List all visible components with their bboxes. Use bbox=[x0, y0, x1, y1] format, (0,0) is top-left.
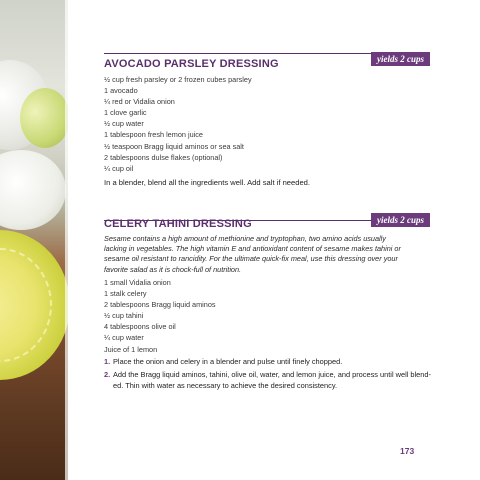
instruction-steps bbox=[104, 356, 434, 393]
step-number: 1. bbox=[104, 357, 111, 366]
ingredient-item: ½ teaspoon Bragg liquid aminos or sea salt bbox=[104, 141, 244, 151]
ingredient-item: ¼ cup water bbox=[104, 333, 144, 343]
yields-badge: yields 2 cups bbox=[371, 213, 430, 227]
photo-edge bbox=[65, 0, 68, 480]
green-vegetable-image bbox=[20, 88, 68, 148]
step-text: Place the onion and celery in a blender and pulse until finely chopped. bbox=[113, 357, 343, 366]
ingredient-item: 1 avocado bbox=[104, 86, 138, 96]
yields-badge: yields 2 cups bbox=[371, 52, 430, 66]
ingredient-item: ¼ red or Vidalia onion bbox=[104, 97, 175, 107]
recipe-intro: Sesame contains a high amount of methionine and tryptophan, two amino acids usually lacking in vegetables. The high vitamin E and antioxidant content of sesame makes tahini or sesame oil resistant to rancidity. For the ultimate quick-fix meal, use this dressing over your favorite salad as it is chock-full of nutrition. bbox=[104, 234, 401, 274]
recipe-instruction: In a blender, blend all the ingredients well. Add salt if needed. bbox=[104, 178, 311, 187]
ingredient-item: 2 tablespoons Bragg liquid aminos bbox=[104, 300, 216, 310]
mozzarella-ball-image-2 bbox=[0, 150, 66, 230]
ingredient-item: 4 tablespoons olive oil bbox=[104, 322, 176, 332]
step-number: 2. bbox=[104, 370, 111, 379]
ingredient-list bbox=[104, 277, 216, 355]
lime-slice-image bbox=[0, 230, 68, 380]
ingredient-item: 1 clove garlic bbox=[104, 108, 147, 118]
ingredient-item: 1 tablespoon fresh lemon juice bbox=[104, 130, 203, 140]
ingredient-item: 1 small Vidalia onion bbox=[104, 278, 171, 287]
recipe-title: AVOCADO PARSLEY DRESSING bbox=[104, 58, 279, 70]
ingredient-item: 1 stalk celery bbox=[104, 289, 147, 299]
recipe-title: CELERY TAHINI DRESSING bbox=[104, 218, 252, 230]
ingredient-item: ½ cup water bbox=[104, 119, 144, 129]
page-number: 173 bbox=[400, 446, 415, 456]
ingredient-item: Juice of 1 lemon bbox=[104, 344, 158, 354]
ingredient-item: ¼ cup oil bbox=[104, 163, 134, 173]
ingredient-item: 2 tablespoons dulse flakes (optional) bbox=[104, 152, 223, 162]
ingredient-item: ½ cup tahini bbox=[104, 311, 144, 321]
instruction-step bbox=[104, 356, 434, 367]
decorative-food-photo bbox=[0, 0, 68, 480]
instruction-step bbox=[104, 369, 434, 391]
step-text: Add the Bragg liquid aminos, tahini, olive oil, water, and lemon juice, and process until well blend-ed. Thin with water as necessary to achieve the desired consistency. bbox=[113, 370, 431, 390]
ingredient-item: ½ cup fresh parsley or 2 frozen cubes parsley bbox=[104, 75, 252, 84]
ingredient-list bbox=[104, 74, 252, 174]
